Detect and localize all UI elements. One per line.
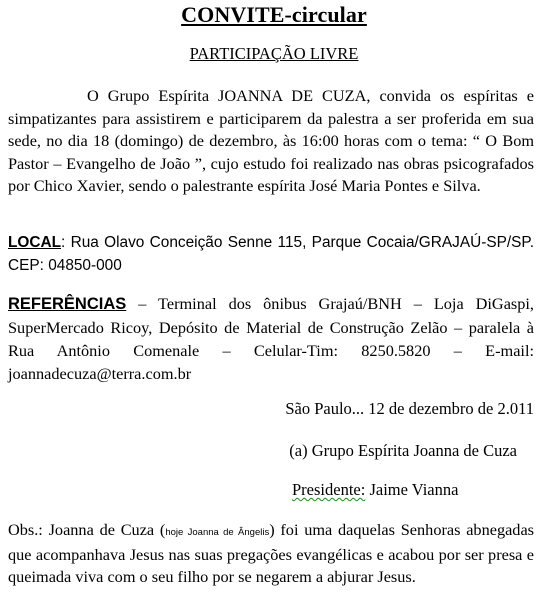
referencias-text: – Terminal dos ônibus Grajaú/BNH – Loja DiGaspi, SuperMercado Ricoy, Depósito de Material de Construção Zelão – paralela à Rua Antônio Comenale – Celular-Tim: 8250.5820 – E-mail: joannadecuza@terra.com.br bbox=[8, 294, 534, 383]
president-name: Jaime Vianna bbox=[369, 480, 459, 499]
referencias-label: REFERÊNCIAS bbox=[8, 295, 127, 313]
obs-text-2: ) foi uma daquelas Senhoras abnegadas que acompanhava Jesus nas suas pregações evangélicas e acabou por ser presa e queimada viva com o seu filho por se negarem a abjurar Jesus. bbox=[8, 520, 535, 587]
date-line: São Paulo... 12 de dezembro de 2.011 bbox=[285, 399, 534, 418]
intro-text-2: no dia 18 (domingo) de dezembro, às 16:00 horas com o tema: “ O Bom Pastor – Evangelho de João ”, cujo estudo foi realizado nas obras psicografados por Chico Xavier, sendo o palestrante espírita José Maria Pontes e Silva. bbox=[8, 131, 534, 195]
president-label: Presidente: bbox=[292, 480, 366, 499]
obs-text-1: Obs.: Joanna de Cuza ( bbox=[8, 520, 166, 539]
local-paragraph bbox=[8, 231, 534, 277]
intro-text-1: O Grupo Espírita JOANNA DE CUZA, convida os espíritas e simpatizantes para assistirem e participarem da palestra a ser proferida em sua sede, bbox=[8, 86, 534, 150]
document-subtitle: PARTICIPAÇÃO LIVRE bbox=[189, 44, 359, 63]
document-title: CONVITE-circular bbox=[181, 2, 367, 27]
obs-small-note: hoje Joanna de Ângelis bbox=[165, 527, 270, 538]
observation-paragraph bbox=[8, 519, 534, 589]
local-text: : Rua Olavo Conceição Senne 115, Parque Cocaia/GRAJAÚ-SP/SP. CEP: 04850-000 bbox=[8, 234, 534, 274]
intro-paragraph bbox=[8, 85, 534, 198]
local-label: LOCAL bbox=[8, 234, 62, 251]
president-line bbox=[292, 480, 458, 500]
referencias-paragraph bbox=[8, 292, 534, 385]
organization-signature: (a) Grupo Espírita Joanna de Cuza bbox=[289, 441, 517, 460]
